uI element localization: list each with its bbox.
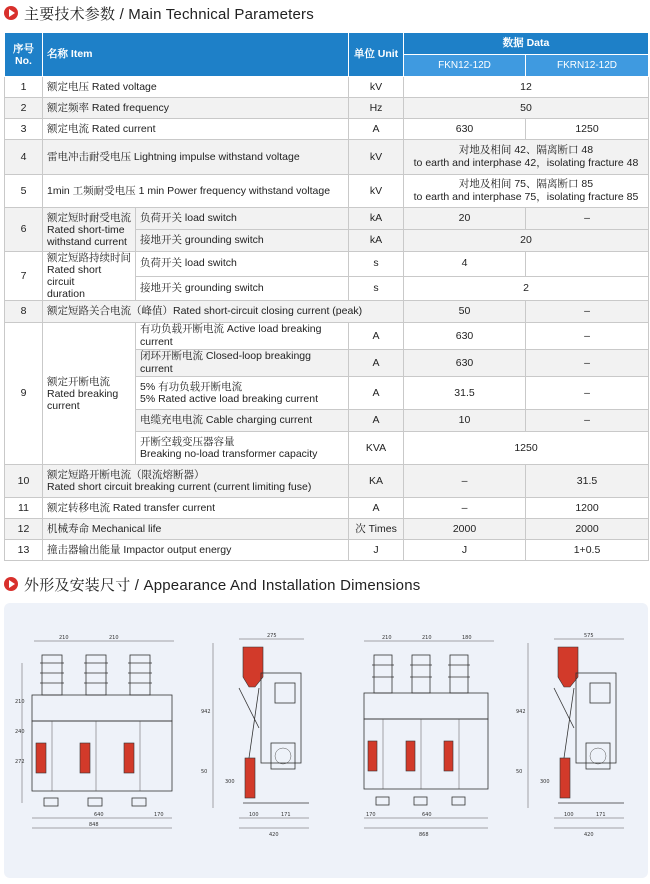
table-row: 电缆充电电流 Cable charging current A 10 – — [5, 410, 649, 432]
svg-text:300: 300 — [225, 779, 235, 785]
svg-text:640: 640 — [94, 812, 104, 818]
dimension-drawings-panel — [4, 603, 648, 878]
svg-text:210: 210 — [382, 635, 392, 641]
front-view-drawing-fkn — [14, 633, 192, 843]
parameters-table — [4, 32, 649, 561]
svg-text:171: 171 — [596, 812, 606, 818]
svg-text:180: 180 — [462, 635, 472, 641]
play-bullet-icon — [4, 6, 18, 20]
svg-text:170: 170 — [154, 812, 164, 818]
table-row: 接地开关 grounding switch kA 20 — [5, 230, 649, 252]
svg-text:275: 275 — [267, 633, 277, 639]
section-title-dimensions: 外形及安装尺寸 / Appearance And Installation Dimensions — [4, 573, 420, 595]
svg-text:210: 210 — [15, 699, 25, 705]
table-row: 6 额定短时耐受电流 Rated short-time withstand current 负荷开关 load switch kA 20 – — [5, 208, 649, 230]
svg-text:50: 50 — [516, 769, 523, 775]
table-row: 5 1min 工频耐受电压 1 min Power frequency withstand voltage kV 对地及相间 75、隔离断口 85 to earth and interphase 75，isolating fracture 85 — [5, 175, 649, 208]
front-view-drawing-fkrn — [344, 633, 504, 843]
svg-text:868: 868 — [419, 832, 429, 838]
table-row: 4 雷电冲击耐受电压 Lightning impulse withstand voltage kV 对地及相间 42、隔离断口 48 to earth and interphase 42，isolating fracture 48 — [5, 140, 649, 175]
table-row: 闭环开断电流 Closed-loop breakingg current A 630 – — [5, 350, 649, 377]
table-row: 开断空载变压器容量 Breaking no-load transformer capacity KVA 1250 — [5, 432, 649, 465]
svg-text:272: 272 — [15, 759, 25, 765]
header-item: 名称 Item — [43, 33, 349, 77]
svg-text:210: 210 — [422, 635, 432, 641]
table-row: 9 额定开断电流 Rated breaking current 有功负载开断电流 Active load breaking current A 630 – — [5, 323, 649, 350]
svg-text:640: 640 — [422, 812, 432, 818]
svg-text:210: 210 — [109, 635, 119, 641]
side-view-drawing-fkn — [199, 633, 324, 843]
svg-text:210: 210 — [59, 635, 69, 641]
header-data: 数据 Data — [404, 33, 649, 55]
header-unit: 单位 Unit — [349, 33, 404, 77]
table-row: 5% 有功负载开断电流 5% Rated active load breaking current A 31.5 – — [5, 377, 649, 410]
table-row: 1 额定电压 Rated voltage kV 12 — [5, 77, 649, 98]
table-row: 13 撞击器输出能量 Impactor output energy J J 1+0.5 — [5, 540, 649, 561]
table-row: 10 额定短路开断电流（限流熔断器） Rated short circuit breaking current (current limiting fuse) KA – 31.5 — [5, 465, 649, 498]
svg-text:942: 942 — [516, 709, 526, 715]
table-row: 接地开关 grounding switch s 2 — [5, 276, 649, 301]
table-row: 7 额定短路持续时间 Rated short circuit duration 负荷开关 load switch s 4 — [5, 252, 649, 277]
svg-text:50: 50 — [201, 769, 208, 775]
svg-text:848: 848 — [89, 822, 99, 828]
svg-text:100: 100 — [249, 812, 259, 818]
play-bullet-icon — [4, 577, 18, 591]
header-model-fkn: FKN12-12D — [404, 55, 526, 77]
svg-text:100: 100 — [564, 812, 574, 818]
table-row: 12 机械寿命 Mechanical life 次 Times 2000 2000 — [5, 519, 649, 540]
section-title-parameters: 主要技术参数 / Main Technical Parameters — [4, 2, 314, 24]
svg-text:942: 942 — [201, 709, 211, 715]
table-row: 11 额定转移电流 Rated transfer current A – 1200 — [5, 498, 649, 519]
svg-text:300: 300 — [540, 779, 550, 785]
svg-text:170: 170 — [366, 812, 376, 818]
svg-text:420: 420 — [269, 832, 279, 838]
table-row: 3 额定电流 Rated current A 630 1250 — [5, 119, 649, 140]
table-row: 8 额定短路关合电流（峰值）Rated short-circuit closing current (peak) 50 – — [5, 301, 649, 323]
svg-text:240: 240 — [15, 729, 25, 735]
svg-text:575: 575 — [584, 633, 594, 639]
table-row: 2 额定频率 Rated frequency Hz 50 — [5, 98, 649, 119]
header-model-fkrn: FKRN12-12D — [526, 55, 649, 77]
svg-text:420: 420 — [584, 832, 594, 838]
header-no: 序号 No. — [5, 33, 43, 77]
side-view-drawing-fkrn — [514, 633, 639, 843]
svg-text:171: 171 — [281, 812, 291, 818]
